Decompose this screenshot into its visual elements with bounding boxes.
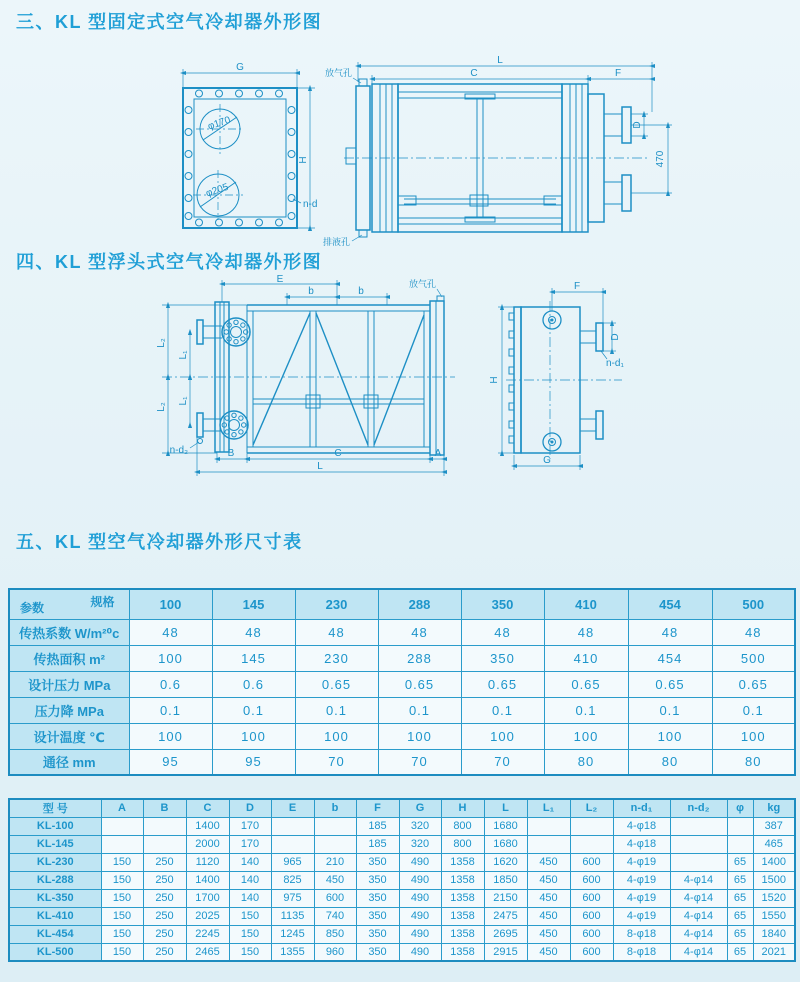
dimension-value: 975: [271, 889, 314, 907]
dimension-value: 4-φ14: [670, 907, 727, 925]
dimension-value: 1245: [271, 925, 314, 943]
drain-hole-label: 排液孔: [322, 237, 350, 247]
dimension-value: 465: [753, 835, 795, 853]
dimension-value: 250: [143, 943, 186, 961]
dimension-col-header: kg: [753, 799, 795, 817]
dim-label-d: D: [632, 121, 643, 129]
dimension-value: 4-φ19: [613, 907, 670, 925]
dimension-value: 1700: [186, 889, 229, 907]
dimension-value: 65: [727, 907, 753, 925]
dimension-value: 1620: [484, 853, 527, 871]
spec-value: 70: [378, 749, 461, 775]
spec-value: 0.65: [295, 671, 378, 697]
spec-col-header: 410: [544, 589, 628, 619]
dimension-value: 350: [356, 925, 399, 943]
dim-label-f: F: [614, 68, 622, 79]
dimension-col-header: D: [229, 799, 271, 817]
spec-value: 0.65: [461, 671, 544, 697]
floating-side-view: [498, 288, 622, 470]
spec-value: 288: [378, 645, 461, 671]
dimension-value: 490: [399, 907, 441, 925]
model-cell: KL-100: [9, 817, 101, 835]
dimension-header-row: [9, 799, 795, 817]
dimension-value: 350: [356, 889, 399, 907]
dimension-value: 2475: [484, 907, 527, 925]
dimension-value: 1500: [753, 871, 795, 889]
dimension-value: 490: [399, 871, 441, 889]
dim-label-e: E: [276, 275, 284, 285]
model-cell: KL-500: [9, 943, 101, 961]
dimension-col-header: L₂: [570, 799, 613, 817]
dimension-value: 350: [356, 853, 399, 871]
spec-col-header: 350: [461, 589, 544, 619]
dimension-value: 1358: [441, 907, 484, 925]
spec-value: 100: [544, 723, 628, 749]
spec-col-header: 230: [295, 589, 378, 619]
spec-value: 48: [628, 619, 712, 645]
dimension-value: 1355: [271, 943, 314, 961]
spec-value: 95: [212, 749, 295, 775]
dimension-col-header: n-d₂: [670, 799, 727, 817]
dimension-col-header: E: [271, 799, 314, 817]
dimension-value: 825: [271, 871, 314, 889]
dimension-value: 150: [101, 871, 143, 889]
dimension-value: 150: [101, 907, 143, 925]
dimension-value: [143, 835, 186, 853]
spec-value: 0.1: [378, 697, 461, 723]
nozzle-label-phi205: φ205: [204, 181, 230, 200]
dimension-value: 350: [356, 907, 399, 925]
spec-row: [9, 671, 795, 697]
section4-title: 四、KL 型浮头式空气冷却器外形图: [16, 252, 323, 272]
spec-value: 48: [295, 619, 378, 645]
model-cell: KL-230: [9, 853, 101, 871]
dimension-col-header: F: [356, 799, 399, 817]
dimension-value: 2025: [186, 907, 229, 925]
nozzle-label-phi170: φ170: [206, 114, 232, 133]
dimension-value: 250: [143, 853, 186, 871]
dimension-value: 450: [527, 925, 570, 943]
spec-value: 0.65: [712, 671, 795, 697]
dim-label-l: L: [497, 55, 503, 66]
spec-value: 145: [212, 645, 295, 671]
dimension-value: 1850: [484, 871, 527, 889]
spec-value: 0.1: [628, 697, 712, 723]
spec-value: 48: [712, 619, 795, 645]
dimension-value: [570, 835, 613, 853]
dimension-value: 1550: [753, 907, 795, 925]
dim-label-h: H: [489, 376, 500, 384]
dimension-value: [570, 817, 613, 835]
model-cell: KL-288: [9, 871, 101, 889]
spec-value: 100: [129, 645, 212, 671]
model-cell: KL-454: [9, 925, 101, 943]
spec-col-header: 500: [712, 589, 795, 619]
spec-value: 95: [129, 749, 212, 775]
dimension-row: [9, 889, 795, 907]
spec-value: 230: [295, 645, 378, 671]
floating-flange-bottom: [197, 411, 248, 439]
spec-row-label: 传热面积 m²: [9, 645, 129, 671]
dimension-value: 387: [753, 817, 795, 835]
dimension-value: [101, 835, 143, 853]
dim-label-a: A: [434, 448, 442, 459]
dimension-value: 150: [229, 943, 271, 961]
floating-main-view: [162, 280, 455, 476]
spec-value: 70: [461, 749, 544, 775]
dimension-value: [727, 835, 753, 853]
dim-label-f: F: [573, 281, 581, 292]
dimension-value: 490: [399, 853, 441, 871]
fixed-front-view: [183, 69, 318, 228]
section3-title: 三、KL 型固定式空气冷却器外形图: [16, 12, 323, 32]
spec-value: 0.6: [129, 671, 212, 697]
model-cell: KL-410: [9, 907, 101, 925]
dimension-value: 150: [229, 925, 271, 943]
dim-label-nd2: n-d₂: [169, 445, 188, 456]
dimension-value: 600: [570, 925, 613, 943]
dim-label-nd1: n-d₁: [606, 358, 624, 369]
dimension-row: [9, 853, 795, 871]
spec-value: 0.1: [712, 697, 795, 723]
dimension-value: 350: [356, 871, 399, 889]
dimension-value: 65: [727, 943, 753, 961]
dimension-value: 1400: [186, 871, 229, 889]
spec-value: 80: [544, 749, 628, 775]
dimension-col-header: G: [399, 799, 441, 817]
dim-label-d: D: [610, 333, 621, 341]
dim-label-g: G: [236, 62, 244, 73]
dimension-value: 965: [271, 853, 314, 871]
spec-value: 100: [212, 723, 295, 749]
dim-label-l1-top: L₁: [178, 350, 189, 360]
dimension-value: 1358: [441, 853, 484, 871]
spec-row-label: 传热系数 W/m²⁰c: [9, 619, 129, 645]
dimension-value: 600: [570, 889, 613, 907]
dimension-value: 250: [143, 889, 186, 907]
dimension-value: 1358: [441, 943, 484, 961]
dimension-value: 600: [314, 889, 356, 907]
dimension-value: 450: [527, 871, 570, 889]
dimension-value: 1135: [271, 907, 314, 925]
dimension-value: 600: [570, 943, 613, 961]
spec-value: 100: [378, 723, 461, 749]
spec-value: 0.65: [378, 671, 461, 697]
dimension-col-header: C: [186, 799, 229, 817]
spec-value: 48: [544, 619, 628, 645]
dimension-value: [271, 817, 314, 835]
dim-label-l2-top: L₂: [156, 338, 167, 348]
spec-row-label: 设计压力 MPa: [9, 671, 129, 697]
dimension-value: 350: [356, 943, 399, 961]
dimension-value: 1520: [753, 889, 795, 907]
dimension-value: 490: [399, 943, 441, 961]
corner-label-param: 参数: [20, 600, 45, 615]
spec-value: 410: [544, 645, 628, 671]
dimension-value: [727, 817, 753, 835]
dimension-value: 800: [441, 817, 484, 835]
dim-label-l: L: [317, 461, 323, 472]
dimension-value: 140: [229, 871, 271, 889]
dimension-col-header: n-d₁: [613, 799, 670, 817]
dimension-value: 1680: [484, 835, 527, 853]
dimension-value: 4-φ18: [613, 817, 670, 835]
dimension-value: 4-φ14: [670, 943, 727, 961]
spec-value: 48: [212, 619, 295, 645]
model-cell: KL-145: [9, 835, 101, 853]
dimension-value: 250: [143, 907, 186, 925]
dimension-value: 250: [143, 925, 186, 943]
fixed-cooler-drawing: [0, 52, 800, 252]
dimension-value: 150: [101, 943, 143, 961]
spec-value: 350: [461, 645, 544, 671]
dimension-col-header: H: [441, 799, 484, 817]
spec-value: 100: [129, 723, 212, 749]
spec-value: 0.1: [461, 697, 544, 723]
dimension-value: 185: [356, 835, 399, 853]
spec-row: [9, 697, 795, 723]
spec-row: [9, 749, 795, 775]
dimension-value: 65: [727, 871, 753, 889]
dimension-value: 740: [314, 907, 356, 925]
model-cell: KL-350: [9, 889, 101, 907]
dim-label-b1: b: [308, 286, 314, 297]
dimension-col-header: L: [484, 799, 527, 817]
dimension-value: [527, 835, 570, 853]
dimension-value: 320: [399, 817, 441, 835]
dimension-table-body: [9, 799, 795, 961]
dimension-row: [9, 871, 795, 889]
dimension-value: [670, 853, 727, 871]
spec-col-header: 288: [378, 589, 461, 619]
dim-label-l1-bottom: L₁: [178, 396, 189, 406]
dimension-value: 1358: [441, 871, 484, 889]
spec-row: [9, 645, 795, 671]
vent-hole-label: 放气孔: [324, 68, 352, 78]
spec-value: 70: [295, 749, 378, 775]
dimension-value: 2245: [186, 925, 229, 943]
dimension-value: 4-φ14: [670, 889, 727, 907]
spec-row-label: 设计温度 ℃: [9, 723, 129, 749]
fixed-side-view: [344, 62, 672, 241]
dimension-value: [527, 817, 570, 835]
dim-label-470: 470: [655, 150, 666, 168]
dim-label-g: G: [543, 455, 551, 466]
spec-value: 0.65: [544, 671, 628, 697]
spec-row-label: 压力降 MPa: [9, 697, 129, 723]
dimension-value: 2915: [484, 943, 527, 961]
dimension-value: 65: [727, 853, 753, 871]
dimension-value: 320: [399, 835, 441, 853]
spec-value: 100: [461, 723, 544, 749]
dimension-value: 140: [229, 889, 271, 907]
dimension-value: 1400: [186, 817, 229, 835]
spec-header-row: [9, 589, 795, 619]
dimension-value: [143, 817, 186, 835]
dimension-col-header: b: [314, 799, 356, 817]
dimension-value: 2150: [484, 889, 527, 907]
spec-row: [9, 723, 795, 749]
dim-label-c: C: [334, 448, 342, 459]
dimension-value: 1680: [484, 817, 527, 835]
dimension-value: 490: [399, 925, 441, 943]
dimension-value: 4-φ14: [670, 871, 727, 889]
spec-value: 454: [628, 645, 712, 671]
spec-value: 0.1: [544, 697, 628, 723]
dimension-value: 2695: [484, 925, 527, 943]
dimension-value: [271, 835, 314, 853]
dim-label-h: H: [298, 156, 309, 164]
dimension-value: 4-φ18: [613, 835, 670, 853]
corner-label-spec: 规格: [90, 595, 115, 609]
spec-corner-cell: [9, 589, 129, 619]
dimension-value: 850: [314, 925, 356, 943]
section5-title: 五、KL 型空气冷却器外形尺寸表: [16, 532, 303, 552]
dimension-value: 450: [527, 907, 570, 925]
dimension-value: 4-φ19: [613, 871, 670, 889]
dimension-value: 600: [570, 853, 613, 871]
spec-value: 0.1: [212, 697, 295, 723]
spec-value: 48: [378, 619, 461, 645]
dimension-value: 150: [101, 925, 143, 943]
spec-col-header: 100: [129, 589, 212, 619]
dimension-value: 960: [314, 943, 356, 961]
dimension-value: 2000: [186, 835, 229, 853]
dimension-value: 4-φ14: [670, 925, 727, 943]
dimension-value: 150: [229, 907, 271, 925]
dimension-value: 1358: [441, 925, 484, 943]
spec-value: 80: [628, 749, 712, 775]
dim-label-b2: b: [358, 286, 364, 297]
dimension-table: [8, 798, 796, 962]
spec-col-header: 145: [212, 589, 295, 619]
dimension-row: [9, 817, 795, 835]
spec-value: 0.1: [129, 697, 212, 723]
dimension-value: [670, 835, 727, 853]
dimension-value: 4-φ19: [613, 889, 670, 907]
dimension-col-header: A: [101, 799, 143, 817]
dimension-value: 8-φ18: [613, 925, 670, 943]
spec-value: 0.65: [628, 671, 712, 697]
spec-col-header: 454: [628, 589, 712, 619]
dimension-col-header: 型 号: [9, 799, 101, 817]
dimension-value: 600: [570, 871, 613, 889]
dimension-value: 170: [229, 817, 271, 835]
dim-label-b-dim: B: [227, 448, 235, 459]
spec-value: 0.1: [295, 697, 378, 723]
spec-value: 100: [712, 723, 795, 749]
dimension-value: 185: [356, 817, 399, 835]
dimension-value: 2021: [753, 943, 795, 961]
dimension-value: 1358: [441, 889, 484, 907]
spec-row-label: 通径 mm: [9, 749, 129, 775]
dimension-col-header: L₁: [527, 799, 570, 817]
dimension-value: 65: [727, 889, 753, 907]
dimension-row: [9, 835, 795, 853]
dimension-col-header: φ: [727, 799, 753, 817]
dimension-value: [314, 835, 356, 853]
spec-value: 100: [295, 723, 378, 749]
dimension-value: 4-φ19: [613, 853, 670, 871]
dimension-value: 1840: [753, 925, 795, 943]
dimension-value: 450: [527, 889, 570, 907]
dimension-value: [101, 817, 143, 835]
dimension-value: 800: [441, 835, 484, 853]
vent-hole-label: 放气孔: [408, 279, 436, 289]
dimension-value: 490: [399, 889, 441, 907]
dimension-value: 8-φ18: [613, 943, 670, 961]
dimension-value: 450: [527, 943, 570, 961]
dim-label-c: C: [470, 68, 478, 79]
dimension-col-header: B: [143, 799, 186, 817]
dimension-value: 150: [101, 853, 143, 871]
dimension-value: 2465: [186, 943, 229, 961]
dimension-row: [9, 907, 795, 925]
dim-label-nd: n-d: [303, 199, 318, 210]
floating-cooler-drawing: [0, 275, 800, 523]
dimension-value: [314, 817, 356, 835]
dimension-value: 150: [101, 889, 143, 907]
spec-value: 48: [461, 619, 544, 645]
dimension-value: 210: [314, 853, 356, 871]
dimension-row: [9, 943, 795, 961]
spec-value: 500: [712, 645, 795, 671]
dimension-value: 170: [229, 835, 271, 853]
dimension-value: 1120: [186, 853, 229, 871]
spec-value: 48: [129, 619, 212, 645]
dimension-value: [670, 817, 727, 835]
dim-label-l2-bottom: L₂: [156, 402, 167, 412]
spec-parameter-table: [8, 588, 796, 776]
dimension-row: [9, 925, 795, 943]
dimension-value: 250: [143, 871, 186, 889]
spec-value: 100: [628, 723, 712, 749]
dimension-value: 140: [229, 853, 271, 871]
spec-value: 0.6: [212, 671, 295, 697]
spec-row: [9, 619, 795, 645]
spec-value: 80: [712, 749, 795, 775]
dimension-value: 450: [527, 853, 570, 871]
dimension-value: 450: [314, 871, 356, 889]
dimension-value: 1400: [753, 853, 795, 871]
spec-table-body: [9, 589, 795, 775]
dimension-value: 600: [570, 907, 613, 925]
dimension-value: 65: [727, 925, 753, 943]
